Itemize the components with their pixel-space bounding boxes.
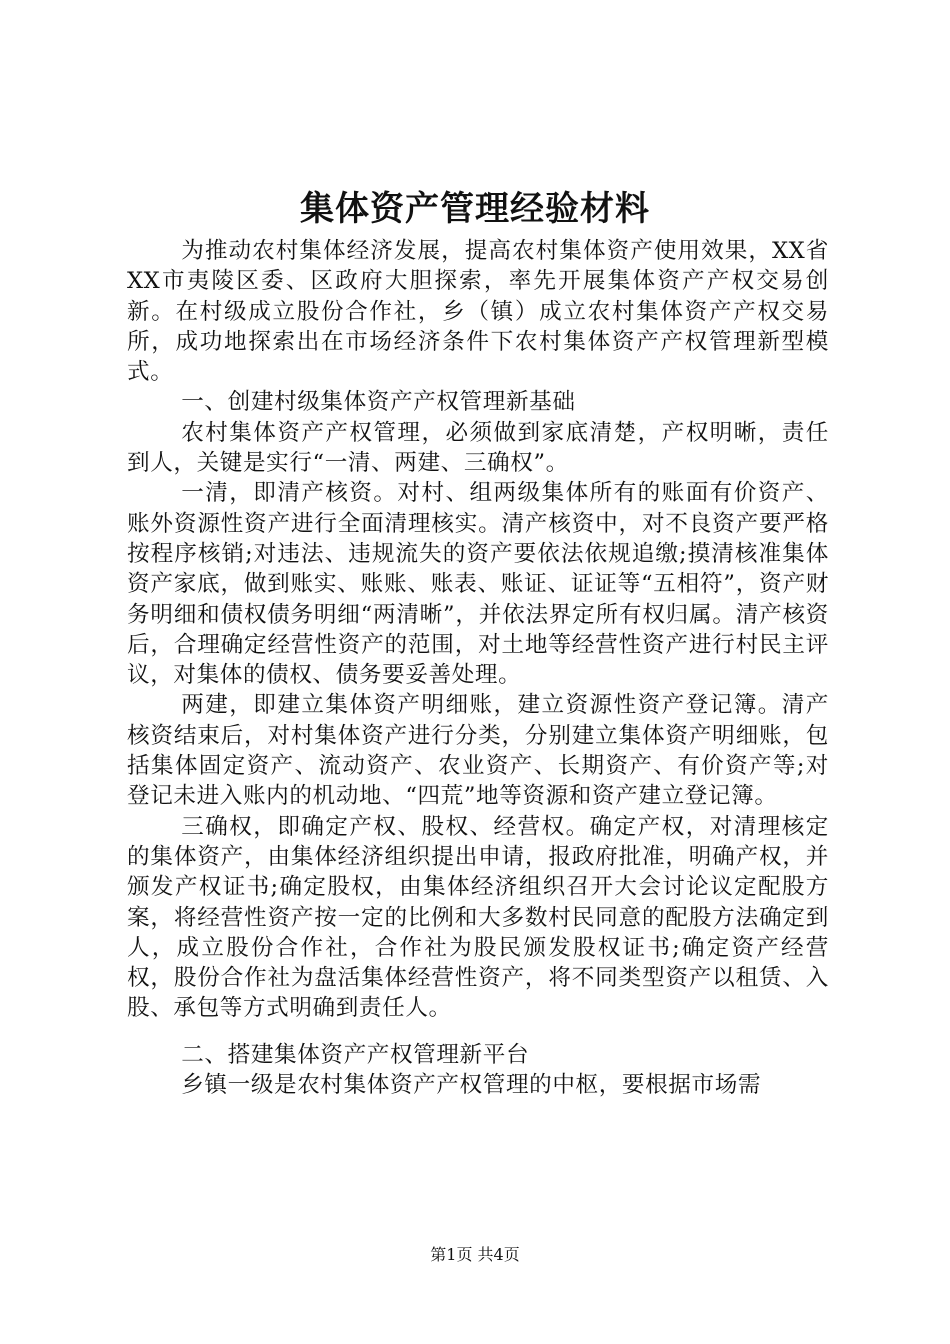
page-footer: 第1页 共4页 xyxy=(430,1245,520,1264)
section-heading-2: 二、搭建集体资产产权管理新平台 xyxy=(181,1041,530,1068)
section-heading-1: 一、创建村级集体资产产权管理新基础 xyxy=(181,389,576,416)
paragraph: 两建，即建立集体资产明细账，建立资源性资产登记簿。清产核资结束后，对村集体资产进行分类，分别建立集体资产明细账，包括集体固定资产、流动资产、农业资产、长期资产、有价资产等;对登记未进入账内的机动地、“四荒”地等资源和资产建立登记簿。 xyxy=(127,692,829,810)
paragraph: 一清，即清产核资。对村、组两级集体所有的账面有价资产、账外资源性资产进行全面清理核实。清产核资中，对不良资产要严格按程序核销;对违法、违规流失的资产要依法依规追缴;摸清核准集体资产家底，做到账实、账账、账表、账证、证证等“五相符”，资产财务明细和债权债务明细“两清晰”，并依法界定所有权归属。清产核资后，合理确定经营性资产的范围，对土地等经营性资产进行村民主评议，对集体的债权、债务要妥善处理。 xyxy=(127,480,829,689)
paragraph: 农村集体资产产权管理，必须做到家底清楚，产权明晰，责任到人，关键是实行“一清、两建、三确权”。 xyxy=(127,419,829,477)
document-title: 集体资产管理经验材料 xyxy=(300,189,650,229)
paragraph-intro: 为推动农村集体经济发展，提高农村集体资产使用效果，XX省XX市夷陵区委、区政府大胆探索，率先开展集体资产产权交易创新。在村级成立股份合作社，乡（镇）成立农村集体资产产权交易所，成功地探索出在市场经济条件下农村集体资产产权管理新型模式。 xyxy=(127,238,829,386)
document-body xyxy=(127,236,829,1100)
paragraph: 三确权，即确定产权、股权、经营权。确定产权，对清理核定的集体资产，由集体经济组织提出申请，报政府批准，明确产权，并颁发产权证书;确定股权，由集体经济组织召开大会讨论议定配股方案，将经营性资产按一定的比例和大多数村民同意的配股方法确定到人，成立股份合作社，合作社为股民颁发股权证书;确定资产经营权，股份合作社为盘活集体经营性资产，将不同类型资产以租赁、入股、承包等方式明确到责任人。 xyxy=(127,813,829,1022)
paragraph: 乡镇一级是农村集体资产产权管理的中枢，要根据市场需 xyxy=(181,1072,762,1099)
